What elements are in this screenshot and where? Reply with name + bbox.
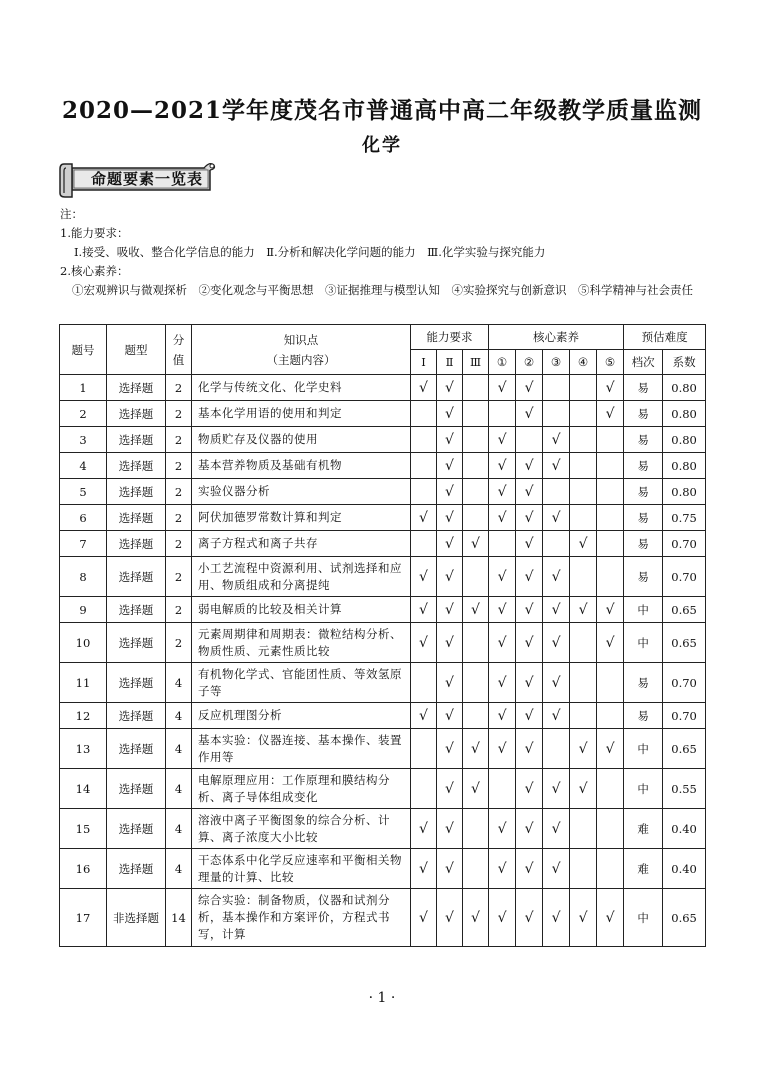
table-row: [60, 401, 706, 427]
cell-topic: 基本营养物质及基础有机物: [192, 453, 411, 479]
cell-literacy-4: [570, 703, 597, 729]
cell-literacy-1: √: [489, 849, 516, 889]
cell-score: 2: [166, 623, 192, 663]
cell-literacy-2: √: [516, 623, 543, 663]
cell-ability-3: [463, 505, 489, 531]
cell-ability-1: √: [411, 557, 437, 597]
header-ability-3: Ⅲ: [463, 350, 489, 375]
cell-coef: 0.80: [663, 375, 706, 401]
cell-level: 易: [624, 375, 663, 401]
cell-literacy-4: [570, 663, 597, 703]
cell-literacy-3: √: [543, 453, 570, 479]
cell-coef: 0.75: [663, 505, 706, 531]
cell-ability-3: √: [463, 531, 489, 557]
cell-ability-1: [411, 663, 437, 703]
cell-literacy-2: [516, 427, 543, 453]
ability-title: 1.能力要求：: [60, 226, 129, 240]
cell-type: 选择题: [107, 557, 166, 597]
cell-ability-3: [463, 663, 489, 703]
cell-ability-2: √: [437, 889, 463, 947]
section-banner: [58, 160, 218, 198]
notes-label: 注：: [60, 207, 83, 221]
cell-ability-1: √: [411, 375, 437, 401]
cell-literacy-5: [597, 505, 624, 531]
cell-ability-3: [463, 849, 489, 889]
cell-literacy-3: [543, 531, 570, 557]
table-row: [60, 531, 706, 557]
cell-literacy-3: [543, 479, 570, 505]
cell-literacy-4: √: [570, 889, 597, 947]
cell-type: 选择题: [107, 453, 166, 479]
table-row: [60, 427, 706, 453]
cell-level: 难: [624, 849, 663, 889]
cell-topic: 离子方程式和离子共存: [192, 531, 411, 557]
cell-score: 4: [166, 769, 192, 809]
cell-topic: 溶液中离子平衡图象的综合分析、计算、离子浓度大小比较: [192, 809, 411, 849]
table-row: [60, 597, 706, 623]
cell-literacy-2: √: [516, 531, 543, 557]
cell-num: 10: [60, 623, 107, 663]
cell-topic: 元素周期律和周期表：微粒结构分析、物质性质、元素性质比较: [192, 623, 411, 663]
cell-literacy-5: √: [597, 889, 624, 947]
cell-literacy-5: [597, 809, 624, 849]
cell-level: 易: [624, 663, 663, 703]
cell-ability-2: √: [437, 427, 463, 453]
cell-literacy-1: √: [489, 809, 516, 849]
cell-topic: 阿伏加德罗常数计算和判定: [192, 505, 411, 531]
cell-literacy-4: [570, 479, 597, 505]
cell-literacy-2: √: [516, 663, 543, 703]
cell-score: 4: [166, 809, 192, 849]
cell-literacy-3: √: [543, 505, 570, 531]
cell-type: 选择题: [107, 531, 166, 557]
cell-num: 16: [60, 849, 107, 889]
cell-literacy-3: √: [543, 703, 570, 729]
cell-type: 选择题: [107, 769, 166, 809]
cell-num: 3: [60, 427, 107, 453]
cell-literacy-5: [597, 479, 624, 505]
cell-ability-2: √: [437, 479, 463, 505]
cell-topic: 弱电解质的比较及相关计算: [192, 597, 411, 623]
cell-coef: 0.70: [663, 531, 706, 557]
cell-literacy-1: [489, 401, 516, 427]
header-literacy-1: ①: [489, 350, 516, 375]
cell-literacy-5: [597, 769, 624, 809]
cell-type: 选择题: [107, 375, 166, 401]
cell-literacy-4: [570, 557, 597, 597]
cell-ability-3: [463, 427, 489, 453]
cell-literacy-3: √: [543, 809, 570, 849]
banner-label: 命题要素一览表: [90, 169, 203, 188]
cell-num: 15: [60, 809, 107, 849]
cell-num: 7: [60, 531, 107, 557]
table-row: [60, 479, 706, 505]
cell-ability-1: √: [411, 849, 437, 889]
page-number: · 1 ·: [368, 990, 396, 1006]
header-difficulty: 预估难度: [624, 325, 706, 350]
cell-literacy-5: √: [597, 597, 624, 623]
cell-ability-1: √: [411, 703, 437, 729]
cell-literacy-4: [570, 401, 597, 427]
cell-ability-2: √: [437, 663, 463, 703]
cell-ability-3: [463, 557, 489, 597]
cell-coef: 0.55: [663, 769, 706, 809]
cell-literacy-2: √: [516, 889, 543, 947]
cell-level: 易: [624, 427, 663, 453]
cell-coef: 0.40: [663, 849, 706, 889]
cell-literacy-3: [543, 401, 570, 427]
cell-topic: 干态体系中化学反应速率和平衡相关物理量的计算、比较: [192, 849, 411, 889]
cell-literacy-1: √: [489, 557, 516, 597]
cell-literacy-1: √: [489, 623, 516, 663]
cell-coef: 0.65: [663, 623, 706, 663]
cell-literacy-2: √: [516, 729, 543, 769]
table-row: [60, 849, 706, 889]
cell-coef: 0.80: [663, 427, 706, 453]
cell-type: 选择题: [107, 401, 166, 427]
cell-literacy-4: [570, 623, 597, 663]
cell-literacy-5: √: [597, 729, 624, 769]
header-level: 档次: [624, 350, 663, 375]
table-row: [60, 505, 706, 531]
cell-type: 选择题: [107, 623, 166, 663]
cell-literacy-4: √: [570, 531, 597, 557]
cell-num: 6: [60, 505, 107, 531]
cell-num: 4: [60, 453, 107, 479]
cell-literacy-5: √: [597, 623, 624, 663]
cell-type: 非选择题: [107, 889, 166, 947]
cell-topic: 有机物化学式、官能团性质、等效氢原子等: [192, 663, 411, 703]
cell-ability-1: [411, 401, 437, 427]
cell-ability-1: √: [411, 809, 437, 849]
cell-ability-1: [411, 453, 437, 479]
cell-coef: 0.70: [663, 557, 706, 597]
cell-num: 13: [60, 729, 107, 769]
cell-ability-1: [411, 531, 437, 557]
cell-literacy-3: √: [543, 769, 570, 809]
cell-coef: 0.70: [663, 703, 706, 729]
cell-num: 8: [60, 557, 107, 597]
table-row: [60, 769, 706, 809]
cell-literacy-4: [570, 849, 597, 889]
cell-ability-3: √: [463, 597, 489, 623]
cell-literacy-1: √: [489, 889, 516, 947]
cell-literacy-3: √: [543, 557, 570, 597]
header-literacy-3: ③: [543, 350, 570, 375]
header-topic: [192, 325, 411, 375]
cell-literacy-4: [570, 505, 597, 531]
cell-literacy-5: [597, 557, 624, 597]
cell-literacy-3: [543, 375, 570, 401]
cell-ability-1: √: [411, 505, 437, 531]
table-row: [60, 557, 706, 597]
cell-literacy-2: √: [516, 769, 543, 809]
cell-literacy-1: √: [489, 663, 516, 703]
cell-topic: 反应机理图分析: [192, 703, 411, 729]
cell-literacy-3: √: [543, 849, 570, 889]
cell-type: 选择题: [107, 505, 166, 531]
page-title: 2020—2021学年度茂名市普通高中高二年级教学质量监测: [61, 97, 703, 124]
cell-ability-2: √: [437, 623, 463, 663]
exam-elements-table: [59, 324, 706, 947]
cell-literacy-3: √: [543, 889, 570, 947]
cell-ability-3: √: [463, 889, 489, 947]
cell-level: 易: [624, 703, 663, 729]
header-literacy: 核心素养: [489, 325, 624, 350]
header-ability-2: Ⅱ: [437, 350, 463, 375]
cell-literacy-3: √: [543, 597, 570, 623]
cell-score: 2: [166, 505, 192, 531]
cell-topic: 综合实验：制备物质，仪器和试剂分析，基本操作和方案评价，方程式书写，计算: [192, 889, 411, 947]
cell-literacy-1: √: [489, 729, 516, 769]
cell-literacy-5: [597, 703, 624, 729]
cell-level: 中: [624, 889, 663, 947]
cell-level: 难: [624, 809, 663, 849]
cell-literacy-1: √: [489, 703, 516, 729]
cell-level: 中: [624, 623, 663, 663]
cell-ability-3: [463, 401, 489, 427]
cell-ability-1: [411, 427, 437, 453]
cell-topic: 基本化学用语的使用和判定: [192, 401, 411, 427]
cell-ability-2: √: [437, 505, 463, 531]
cell-level: 易: [624, 505, 663, 531]
cell-type: 选择题: [107, 703, 166, 729]
cell-coef: 0.65: [663, 597, 706, 623]
cell-score: 2: [166, 453, 192, 479]
cell-literacy-4: [570, 375, 597, 401]
cell-literacy-3: √: [543, 427, 570, 453]
cell-topic: 实验仪器分析: [192, 479, 411, 505]
header-num: 题号: [60, 325, 107, 375]
cell-ability-3: [463, 453, 489, 479]
cell-literacy-2: √: [516, 557, 543, 597]
cell-ability-1: [411, 729, 437, 769]
cell-type: 选择题: [107, 809, 166, 849]
cell-ability-2: √: [437, 849, 463, 889]
cell-level: 中: [624, 729, 663, 769]
cell-ability-3: [463, 809, 489, 849]
cell-ability-2: √: [437, 597, 463, 623]
cell-type: 选择题: [107, 663, 166, 703]
cell-ability-1: [411, 769, 437, 809]
cell-literacy-2: √: [516, 479, 543, 505]
cell-num: 2: [60, 401, 107, 427]
subject-title: 化学: [362, 135, 402, 156]
cell-literacy-5: [597, 663, 624, 703]
cell-literacy-1: √: [489, 375, 516, 401]
cell-literacy-4: √: [570, 729, 597, 769]
cell-level: 易: [624, 479, 663, 505]
cell-score: 2: [166, 375, 192, 401]
cell-ability-2: √: [437, 769, 463, 809]
cell-literacy-3: √: [543, 663, 570, 703]
cell-literacy-2: √: [516, 453, 543, 479]
cell-score: 2: [166, 597, 192, 623]
cell-num: 14: [60, 769, 107, 809]
cell-literacy-4: √: [570, 597, 597, 623]
cell-ability-3: √: [463, 769, 489, 809]
cell-coef: 0.70: [663, 663, 706, 703]
cell-level: 易: [624, 531, 663, 557]
cell-ability-2: √: [437, 375, 463, 401]
table-row: [60, 889, 706, 947]
cell-ability-2: √: [437, 531, 463, 557]
ability-description: Ⅰ.接受、吸收、整合化学信息的能力 Ⅱ.分析和解决化学问题的能力 Ⅲ.化学实验与探究能力: [74, 245, 546, 259]
cell-num: 5: [60, 479, 107, 505]
notes-section: [60, 205, 710, 300]
table-row: [60, 375, 706, 401]
cell-ability-2: √: [437, 557, 463, 597]
header-topic-sub: （主题内容）: [266, 352, 336, 367]
cell-topic: 化学与传统文化、化学史料: [192, 375, 411, 401]
cell-level: 中: [624, 769, 663, 809]
cell-ability-1: [411, 479, 437, 505]
cell-type: 选择题: [107, 729, 166, 769]
table-row: [60, 453, 706, 479]
cell-level: 中: [624, 597, 663, 623]
cell-literacy-2: √: [516, 375, 543, 401]
cell-num: 9: [60, 597, 107, 623]
cell-literacy-1: √: [489, 453, 516, 479]
cell-topic: 基本实验：仪器连接、基本操作、装置作用等: [192, 729, 411, 769]
cell-ability-3: [463, 703, 489, 729]
cell-literacy-3: √: [543, 623, 570, 663]
cell-type: 选择题: [107, 849, 166, 889]
cell-literacy-3: [543, 729, 570, 769]
cell-score: 4: [166, 663, 192, 703]
cell-ability-2: √: [437, 401, 463, 427]
cell-ability-3: [463, 479, 489, 505]
cell-coef: 0.40: [663, 809, 706, 849]
table-row: [60, 663, 706, 703]
header-ability: 能力要求: [411, 325, 489, 350]
cell-level: 易: [624, 557, 663, 597]
cell-ability-3: √: [463, 729, 489, 769]
table-row: [60, 729, 706, 769]
cell-coef: 0.80: [663, 453, 706, 479]
header-type: 题型: [107, 325, 166, 375]
cell-type: 选择题: [107, 597, 166, 623]
header-literacy-2: ②: [516, 350, 543, 375]
cell-ability-2: √: [437, 809, 463, 849]
cell-ability-2: √: [437, 729, 463, 769]
cell-ability-2: √: [437, 703, 463, 729]
cell-level: 易: [624, 453, 663, 479]
cell-coef: 0.80: [663, 401, 706, 427]
table-row: [60, 623, 706, 663]
header-topic-label: 知识点: [283, 332, 319, 347]
cell-score: 2: [166, 531, 192, 557]
cell-type: 选择题: [107, 479, 166, 505]
cell-ability-1: √: [411, 597, 437, 623]
cell-literacy-4: [570, 453, 597, 479]
cell-score: 2: [166, 479, 192, 505]
cell-literacy-5: √: [597, 401, 624, 427]
cell-literacy-5: √: [597, 375, 624, 401]
cell-score: 2: [166, 401, 192, 427]
header-coef: 系数: [663, 350, 706, 375]
cell-literacy-2: √: [516, 597, 543, 623]
header-ability-1: Ⅰ: [411, 350, 437, 375]
header-score: [166, 325, 192, 375]
cell-type: 选择题: [107, 427, 166, 453]
cell-ability-3: [463, 623, 489, 663]
cell-literacy-5: [597, 531, 624, 557]
cell-literacy-4: [570, 809, 597, 849]
cell-literacy-2: √: [516, 401, 543, 427]
cell-num: 1: [60, 375, 107, 401]
cell-literacy-2: √: [516, 849, 543, 889]
cell-ability-2: √: [437, 453, 463, 479]
table-row: [60, 809, 706, 849]
cell-num: 11: [60, 663, 107, 703]
cell-literacy-4: [570, 427, 597, 453]
cell-literacy-1: [489, 531, 516, 557]
cell-literacy-1: [489, 769, 516, 809]
cell-literacy-2: √: [516, 505, 543, 531]
cell-literacy-2: √: [516, 703, 543, 729]
literacy-description: ①宏观辨识与微观探析 ②变化观念与平衡思想 ③证据推理与模型认知 ④实验探究与创新意识 ⑤科学精神与社会责任: [72, 283, 693, 297]
cell-topic: 电解原理应用：工作原理和膜结构分析、离子导体组成变化: [192, 769, 411, 809]
cell-topic: 小工艺流程中资源利用、试剂选择和应用、物质组成和分离提纯: [192, 557, 411, 597]
cell-literacy-1: √: [489, 479, 516, 505]
table-row: [60, 703, 706, 729]
header-score-label: 分值: [172, 332, 185, 367]
literacy-title: 2.核心素养：: [60, 264, 129, 278]
cell-literacy-1: √: [489, 597, 516, 623]
cell-num: 12: [60, 703, 107, 729]
cell-score: 2: [166, 427, 192, 453]
cell-score: 4: [166, 729, 192, 769]
cell-coef: 0.80: [663, 479, 706, 505]
cell-literacy-1: √: [489, 505, 516, 531]
cell-literacy-5: [597, 453, 624, 479]
cell-score: 4: [166, 703, 192, 729]
cell-literacy-5: [597, 849, 624, 889]
cell-score: 2: [166, 557, 192, 597]
cell-coef: 0.65: [663, 889, 706, 947]
cell-ability-1: √: [411, 889, 437, 947]
cell-level: 易: [624, 401, 663, 427]
cell-score: 4: [166, 849, 192, 889]
cell-literacy-5: [597, 427, 624, 453]
cell-num: 17: [60, 889, 107, 947]
cell-score: 14: [166, 889, 192, 947]
header-literacy-5: ⑤: [597, 350, 624, 375]
cell-coef: 0.65: [663, 729, 706, 769]
cell-ability-1: √: [411, 623, 437, 663]
cell-literacy-1: √: [489, 427, 516, 453]
header-literacy-4: ④: [570, 350, 597, 375]
cell-topic: 物质贮存及仪器的使用: [192, 427, 411, 453]
cell-ability-3: [463, 375, 489, 401]
cell-literacy-2: √: [516, 809, 543, 849]
cell-literacy-4: √: [570, 769, 597, 809]
